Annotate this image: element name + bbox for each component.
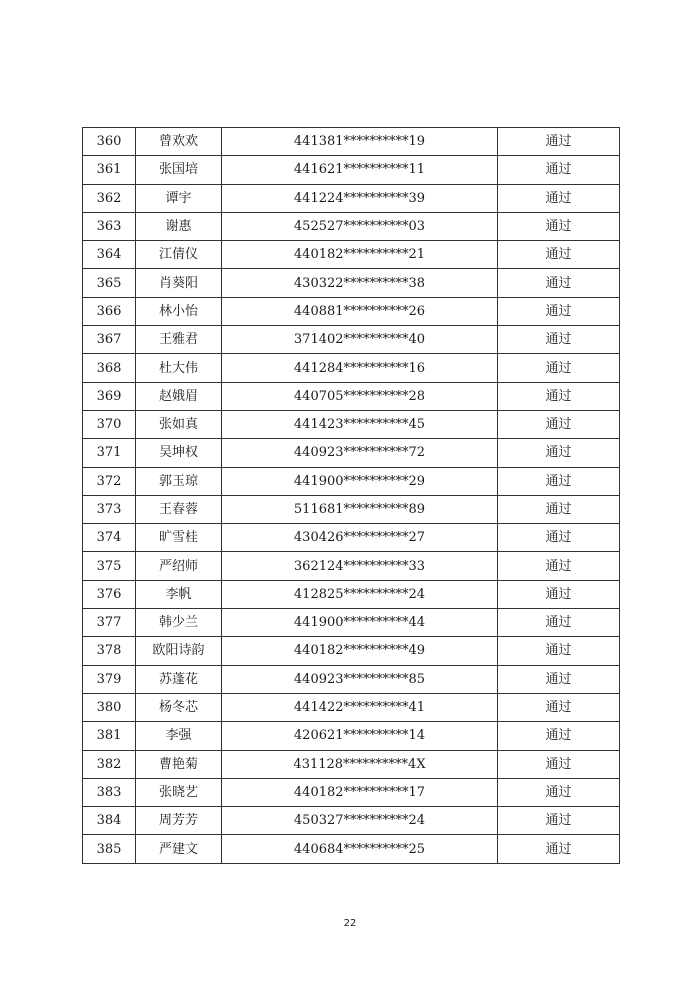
name-cell: 王雅君 bbox=[136, 326, 222, 354]
row-number-cell: 384 bbox=[83, 807, 136, 835]
name-cell: 肖葵阳 bbox=[136, 269, 222, 297]
name-cell: 郭玉琼 bbox=[136, 467, 222, 495]
status-cell: 通过 bbox=[498, 722, 620, 750]
row-number-cell: 382 bbox=[83, 750, 136, 778]
status-cell: 通过 bbox=[498, 495, 620, 523]
id-number-cell: 441900**********44 bbox=[222, 609, 498, 637]
row-number-cell: 372 bbox=[83, 467, 136, 495]
id-number-cell: 441900**********29 bbox=[222, 467, 498, 495]
row-number-cell: 379 bbox=[83, 665, 136, 693]
table-row bbox=[83, 467, 620, 495]
status-cell: 通过 bbox=[498, 693, 620, 721]
page-number: 22 bbox=[343, 918, 357, 929]
id-number-cell: 440923**********85 bbox=[222, 665, 498, 693]
name-cell: 周芳芳 bbox=[136, 807, 222, 835]
table-row bbox=[83, 807, 620, 835]
row-number-cell: 361 bbox=[83, 156, 136, 184]
row-number-cell: 371 bbox=[83, 439, 136, 467]
row-number-cell: 374 bbox=[83, 524, 136, 552]
row-number-cell: 370 bbox=[83, 410, 136, 438]
id-number-cell: 440182**********21 bbox=[222, 241, 498, 269]
row-number-cell: 385 bbox=[83, 835, 136, 863]
name-cell: 旷雪桂 bbox=[136, 524, 222, 552]
table-row bbox=[83, 439, 620, 467]
name-cell: 林小怡 bbox=[136, 297, 222, 325]
status-cell: 通过 bbox=[498, 750, 620, 778]
row-number-cell: 377 bbox=[83, 609, 136, 637]
status-cell: 通过 bbox=[498, 609, 620, 637]
id-number-cell: 430426**********27 bbox=[222, 524, 498, 552]
name-cell: 张晓艺 bbox=[136, 778, 222, 806]
table-row bbox=[83, 552, 620, 580]
row-number-cell: 368 bbox=[83, 354, 136, 382]
name-cell: 李强 bbox=[136, 722, 222, 750]
status-cell: 通过 bbox=[498, 807, 620, 835]
id-number-cell: 450327**********24 bbox=[222, 807, 498, 835]
status-cell: 通过 bbox=[498, 778, 620, 806]
name-cell: 苏蓬花 bbox=[136, 665, 222, 693]
table-row bbox=[83, 637, 620, 665]
status-cell: 通过 bbox=[498, 326, 620, 354]
id-number-cell: 371402**********40 bbox=[222, 326, 498, 354]
status-cell: 通过 bbox=[498, 128, 620, 156]
id-number-cell: 441621**********11 bbox=[222, 156, 498, 184]
row-number-cell: 365 bbox=[83, 269, 136, 297]
name-cell: 谭宇 bbox=[136, 184, 222, 212]
table-row bbox=[83, 722, 620, 750]
name-cell: 曹艳菊 bbox=[136, 750, 222, 778]
id-number-cell: 441284**********16 bbox=[222, 354, 498, 382]
table-row bbox=[83, 354, 620, 382]
status-cell: 通过 bbox=[498, 439, 620, 467]
table-row bbox=[83, 524, 620, 552]
name-cell: 杨冬芯 bbox=[136, 693, 222, 721]
id-number-cell: 452527**********03 bbox=[222, 212, 498, 240]
id-number-cell: 440881**********26 bbox=[222, 297, 498, 325]
status-cell: 通过 bbox=[498, 410, 620, 438]
table-row bbox=[83, 778, 620, 806]
table-row bbox=[83, 326, 620, 354]
status-cell: 通过 bbox=[498, 241, 620, 269]
table-body bbox=[83, 128, 620, 864]
status-cell: 通过 bbox=[498, 297, 620, 325]
id-number-cell: 420621**********14 bbox=[222, 722, 498, 750]
status-cell: 通过 bbox=[498, 156, 620, 184]
table-row bbox=[83, 580, 620, 608]
status-cell: 通过 bbox=[498, 269, 620, 297]
name-cell: 韩少兰 bbox=[136, 609, 222, 637]
row-number-cell: 362 bbox=[83, 184, 136, 212]
table-row bbox=[83, 212, 620, 240]
id-number-cell: 430322**********38 bbox=[222, 269, 498, 297]
row-number-cell: 380 bbox=[83, 693, 136, 721]
table-row bbox=[83, 382, 620, 410]
table-row bbox=[83, 750, 620, 778]
table-row bbox=[83, 609, 620, 637]
status-cell: 通过 bbox=[498, 552, 620, 580]
name-cell: 李帆 bbox=[136, 580, 222, 608]
table-row bbox=[83, 269, 620, 297]
status-cell: 通过 bbox=[498, 835, 620, 863]
id-number-cell: 431128**********4X bbox=[222, 750, 498, 778]
id-number-cell: 441224**********39 bbox=[222, 184, 498, 212]
status-cell: 通过 bbox=[498, 580, 620, 608]
id-number-cell: 440923**********72 bbox=[222, 439, 498, 467]
row-number-cell: 373 bbox=[83, 495, 136, 523]
id-number-cell: 412825**********24 bbox=[222, 580, 498, 608]
name-cell: 谢惠 bbox=[136, 212, 222, 240]
results-table bbox=[82, 127, 620, 864]
id-number-cell: 441423**********45 bbox=[222, 410, 498, 438]
name-cell: 严建文 bbox=[136, 835, 222, 863]
name-cell: 赵娥眉 bbox=[136, 382, 222, 410]
name-cell: 欧阳诗韵 bbox=[136, 637, 222, 665]
id-number-cell: 440684**********25 bbox=[222, 835, 498, 863]
id-number-cell: 440182**********17 bbox=[222, 778, 498, 806]
table-row bbox=[83, 184, 620, 212]
status-cell: 通过 bbox=[498, 212, 620, 240]
name-cell: 江倩仪 bbox=[136, 241, 222, 269]
name-cell: 严绍师 bbox=[136, 552, 222, 580]
id-number-cell: 440705**********28 bbox=[222, 382, 498, 410]
table-row bbox=[83, 297, 620, 325]
row-number-cell: 367 bbox=[83, 326, 136, 354]
table-row bbox=[83, 665, 620, 693]
table-row bbox=[83, 128, 620, 156]
id-number-cell: 511681**********89 bbox=[222, 495, 498, 523]
name-cell: 王春蓉 bbox=[136, 495, 222, 523]
row-number-cell: 360 bbox=[83, 128, 136, 156]
status-cell: 通过 bbox=[498, 524, 620, 552]
name-cell: 张国培 bbox=[136, 156, 222, 184]
status-cell: 通过 bbox=[498, 637, 620, 665]
id-number-cell: 362124**********33 bbox=[222, 552, 498, 580]
status-cell: 通过 bbox=[498, 382, 620, 410]
status-cell: 通过 bbox=[498, 665, 620, 693]
row-number-cell: 369 bbox=[83, 382, 136, 410]
table-row bbox=[83, 835, 620, 863]
id-number-cell: 441381**********19 bbox=[222, 128, 498, 156]
name-cell: 吴坤权 bbox=[136, 439, 222, 467]
status-cell: 通过 bbox=[498, 184, 620, 212]
row-number-cell: 366 bbox=[83, 297, 136, 325]
table-row bbox=[83, 410, 620, 438]
row-number-cell: 383 bbox=[83, 778, 136, 806]
row-number-cell: 376 bbox=[83, 580, 136, 608]
table-row bbox=[83, 241, 620, 269]
status-cell: 通过 bbox=[498, 354, 620, 382]
id-number-cell: 441422**********41 bbox=[222, 693, 498, 721]
name-cell: 曾欢欢 bbox=[136, 128, 222, 156]
name-cell: 杜大伟 bbox=[136, 354, 222, 382]
name-cell: 张如真 bbox=[136, 410, 222, 438]
row-number-cell: 364 bbox=[83, 241, 136, 269]
row-number-cell: 378 bbox=[83, 637, 136, 665]
table-row bbox=[83, 156, 620, 184]
row-number-cell: 363 bbox=[83, 212, 136, 240]
row-number-cell: 381 bbox=[83, 722, 136, 750]
table-row bbox=[83, 495, 620, 523]
id-number-cell: 440182**********49 bbox=[222, 637, 498, 665]
table-row bbox=[83, 693, 620, 721]
status-cell: 通过 bbox=[498, 467, 620, 495]
row-number-cell: 375 bbox=[83, 552, 136, 580]
